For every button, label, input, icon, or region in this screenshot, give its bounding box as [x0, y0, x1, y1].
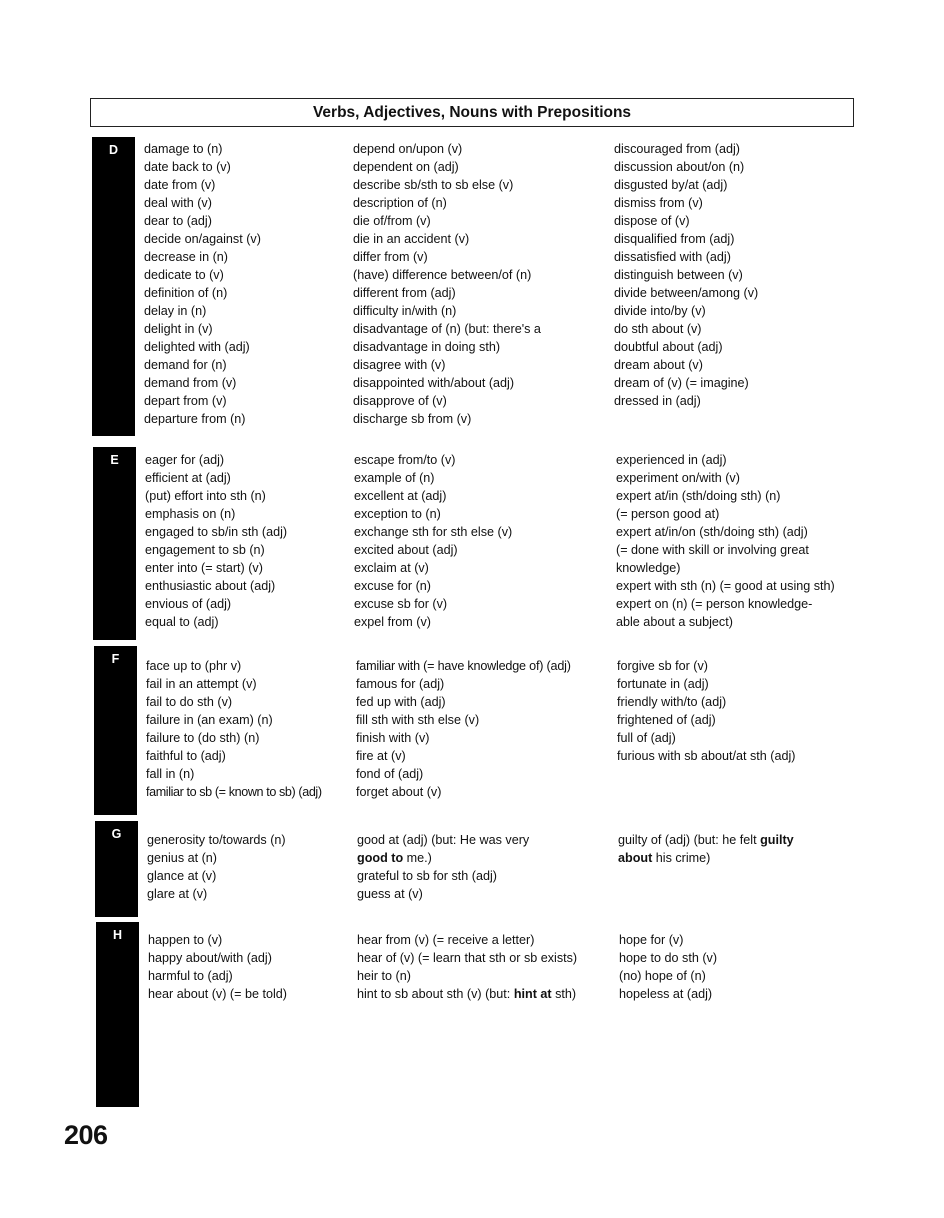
entry: depart from (v)	[144, 394, 227, 408]
section-f-column-2	[356, 657, 571, 801]
entry: finish with (v)	[356, 731, 430, 745]
section-g-column-3	[618, 831, 794, 867]
entry: disgusted by/at (adj)	[614, 178, 728, 192]
entry: familiar with (= have knowledge of) (adj)	[356, 659, 571, 673]
entry: happen to (v)	[148, 933, 223, 947]
entry: experienced in (adj)	[616, 453, 727, 467]
entry: (= person good at)	[616, 507, 720, 521]
entry: knowledge)	[616, 561, 681, 575]
entry: forget about (v)	[356, 785, 442, 799]
entry: heir to (n)	[357, 969, 411, 983]
entry: excited about (adj)	[354, 543, 458, 557]
entry: disqualified from (adj)	[614, 232, 735, 246]
entry: faithful to (adj)	[146, 749, 226, 763]
section-h-column-3	[619, 931, 717, 1003]
entry: different from (adj)	[353, 286, 456, 300]
entry: happy about/with (adj)	[148, 951, 272, 965]
section-letter-d: D	[108, 143, 119, 157]
entry: excuse for (n)	[354, 579, 431, 593]
entry: do sth about (v)	[614, 322, 702, 336]
entry: distinguish between (v)	[614, 268, 743, 282]
entry	[618, 831, 794, 849]
entry	[357, 985, 577, 1003]
section-letter-h: H	[112, 928, 123, 942]
page-title: Verbs, Adjectives, Nouns with Prepositions	[90, 98, 854, 127]
entry: delighted with (adj)	[144, 340, 250, 354]
entry	[618, 849, 794, 867]
entry-text: guilty of (adj) (but: he felt	[618, 833, 761, 847]
entry: (put) effort into sth (n)	[145, 489, 266, 503]
section-d-column-2	[353, 140, 541, 428]
section-f-column-3	[617, 657, 796, 765]
entry: failure to (do sth) (n)	[146, 731, 260, 745]
entry-text: hint to sb about sth (v) (but:	[357, 987, 514, 1001]
entry: face up to (phr v)	[146, 659, 242, 673]
entry: disadvantage of (n) (but: there's a	[353, 322, 541, 336]
page-number: 206	[64, 1120, 108, 1150]
entry: engagement to sb (n)	[145, 543, 265, 557]
entry: exception to (n)	[354, 507, 441, 521]
entry: hopeless at (adj)	[619, 987, 713, 1001]
section-bar-d	[92, 137, 135, 436]
entry: damage to (n)	[144, 142, 223, 156]
entry: depend on/upon (v)	[353, 142, 463, 156]
entry: escape from/to (v)	[354, 453, 456, 467]
entry: date from (v)	[144, 178, 216, 192]
entry: disappointed with/about (adj)	[353, 376, 515, 390]
entry: differ from (v)	[353, 250, 428, 264]
entry: expert at/in (sth/doing sth) (n)	[616, 489, 781, 503]
entry: expel from (v)	[354, 615, 431, 629]
entry: guess at (v)	[357, 887, 423, 901]
entry: envious of (adj)	[145, 597, 232, 611]
entry: engaged to sb/in sth (adj)	[145, 525, 288, 539]
entry: demand for (n)	[144, 358, 227, 372]
entry: (have) difference between/of (n)	[353, 268, 532, 282]
entry: full of (adj)	[617, 731, 676, 745]
section-g-column-1	[147, 831, 286, 903]
section-letter-f: F	[111, 652, 120, 666]
entry: eager for (adj)	[145, 453, 225, 467]
section-e-column-1	[145, 451, 287, 631]
entry-text: his crime)	[652, 851, 711, 865]
entry: divide between/among (v)	[614, 286, 759, 300]
bold-phrase: hint at	[513, 987, 552, 1001]
entry: die in an accident (v)	[353, 232, 470, 246]
entry: friendly with/to (adj)	[617, 695, 727, 709]
entry: expert on (n) (= person knowledge-	[616, 597, 813, 611]
entry-text: me.)	[403, 851, 432, 865]
entry: generosity to/towards (n)	[147, 833, 286, 847]
entry: familiar to sb (= known to sb) (adj)	[146, 785, 322, 799]
section-bar-h	[96, 922, 139, 1107]
entry: fire at (v)	[356, 749, 406, 763]
entry: fond of (adj)	[356, 767, 424, 781]
section-bar-f	[94, 646, 137, 815]
entry: discussion about/on (n)	[614, 160, 745, 174]
entry: deal with (v)	[144, 196, 212, 210]
entry: fortunate in (adj)	[617, 677, 709, 691]
entry: exclaim at (v)	[354, 561, 429, 575]
entry: harmful to (adj)	[148, 969, 233, 983]
entry: glare at (v)	[147, 887, 208, 901]
entry: enter into (= start) (v)	[145, 561, 263, 575]
bold-phrase: good to	[357, 851, 404, 865]
entry: dream of (v) (= imagine)	[614, 376, 749, 390]
entry: fall in (n)	[146, 767, 195, 781]
entry: hope to do sth (v)	[619, 951, 718, 965]
entry: dismiss from (v)	[614, 196, 703, 210]
entry: expert with sth (n) (= good at using sth)	[616, 579, 835, 593]
entry: experiment on/with (v)	[616, 471, 740, 485]
section-h-column-1	[148, 931, 287, 1003]
entry: description of (n)	[353, 196, 447, 210]
entry: date back to (v)	[144, 160, 231, 174]
entry-text: sth)	[551, 987, 577, 1001]
entry: emphasis on (n)	[145, 507, 236, 521]
entry: hear of (v) (= learn that sth or sb exists)	[357, 951, 578, 965]
entry: exchange sth for sth else (v)	[354, 525, 513, 539]
entry: efficient at (adj)	[145, 471, 231, 485]
entry: good at (adj) (but: He was very	[357, 833, 530, 847]
entry: dissatisfied with (adj)	[614, 250, 731, 264]
section-e-column-3	[616, 451, 835, 631]
entry: definition of (n)	[144, 286, 228, 300]
entry: example of (n)	[354, 471, 435, 485]
entry: decrease in (n)	[144, 250, 228, 264]
entry: fail to do sth (v)	[146, 695, 233, 709]
section-bar-g	[95, 821, 138, 917]
section-letter-g: G	[111, 827, 122, 841]
entry: glance at (v)	[147, 869, 217, 883]
entry: fed up with (adj)	[356, 695, 446, 709]
entry: disapprove of (v)	[353, 394, 447, 408]
entry: equal to (adj)	[145, 615, 219, 629]
entry: excuse sb for (v)	[354, 597, 448, 611]
entry: hope for (v)	[619, 933, 684, 947]
bold-phrase: about	[618, 851, 653, 865]
section-bar-e	[93, 447, 136, 640]
entry: disadvantage in doing sth)	[353, 340, 501, 354]
entry: discharge sb from (v)	[353, 412, 472, 426]
entry: difficulty in/with (n)	[353, 304, 457, 318]
entry: delight in (v)	[144, 322, 213, 336]
entry: forgive sb for (v)	[617, 659, 708, 673]
entry: dream about (v)	[614, 358, 703, 372]
entry: dedicate to (v)	[144, 268, 224, 282]
entry	[357, 849, 529, 867]
entry: expert at/in/on (sth/doing sth) (adj)	[616, 525, 808, 539]
entry: furious with sb about/at sth (adj)	[617, 749, 796, 763]
entry: fill sth with sth else (v)	[356, 713, 480, 727]
entry: delay in (n)	[144, 304, 207, 318]
entry: dependent on (adj)	[353, 160, 459, 174]
section-e-column-2	[354, 451, 512, 631]
entry: demand from (v)	[144, 376, 237, 390]
entry: (no) hope of (n)	[619, 969, 706, 983]
entry: die of/from (v)	[353, 214, 431, 228]
entry: grateful to sb for sth (adj)	[357, 869, 497, 883]
entry: describe sb/sth to sb else (v)	[353, 178, 514, 192]
section-f-column-1	[146, 657, 322, 801]
section-d-column-3	[614, 140, 758, 410]
entry: genius at (n)	[147, 851, 218, 865]
entry: (= done with skill or involving great	[616, 543, 809, 557]
entry: fail in an attempt (v)	[146, 677, 257, 691]
entry: enthusiastic about (adj)	[145, 579, 276, 593]
entry: excellent at (adj)	[354, 489, 447, 503]
section-h-column-2	[357, 931, 577, 1003]
entry: disagree with (v)	[353, 358, 446, 372]
entry: dressed in (adj)	[614, 394, 701, 408]
entry: divide into/by (v)	[614, 304, 706, 318]
entry: doubtful about (adj)	[614, 340, 723, 354]
entry: hear from (v) (= receive a letter)	[357, 933, 535, 947]
section-d-column-1	[144, 140, 261, 428]
entry: departure from (n)	[144, 412, 246, 426]
section-g-column-2	[357, 831, 529, 903]
bold-phrase: guilty	[760, 833, 794, 847]
entry: hear about (v) (= be told)	[148, 987, 287, 1001]
entry: failure in (an exam) (n)	[146, 713, 273, 727]
entry: discouraged from (adj)	[614, 142, 740, 156]
entry: frightened of (adj)	[617, 713, 716, 727]
entry: dispose of (v)	[614, 214, 690, 228]
entry: dear to (adj)	[144, 214, 212, 228]
section-letter-e: E	[110, 453, 119, 467]
entry: decide on/against (v)	[144, 232, 261, 246]
entry: famous for (adj)	[356, 677, 445, 691]
entry: able about a subject)	[616, 615, 733, 629]
